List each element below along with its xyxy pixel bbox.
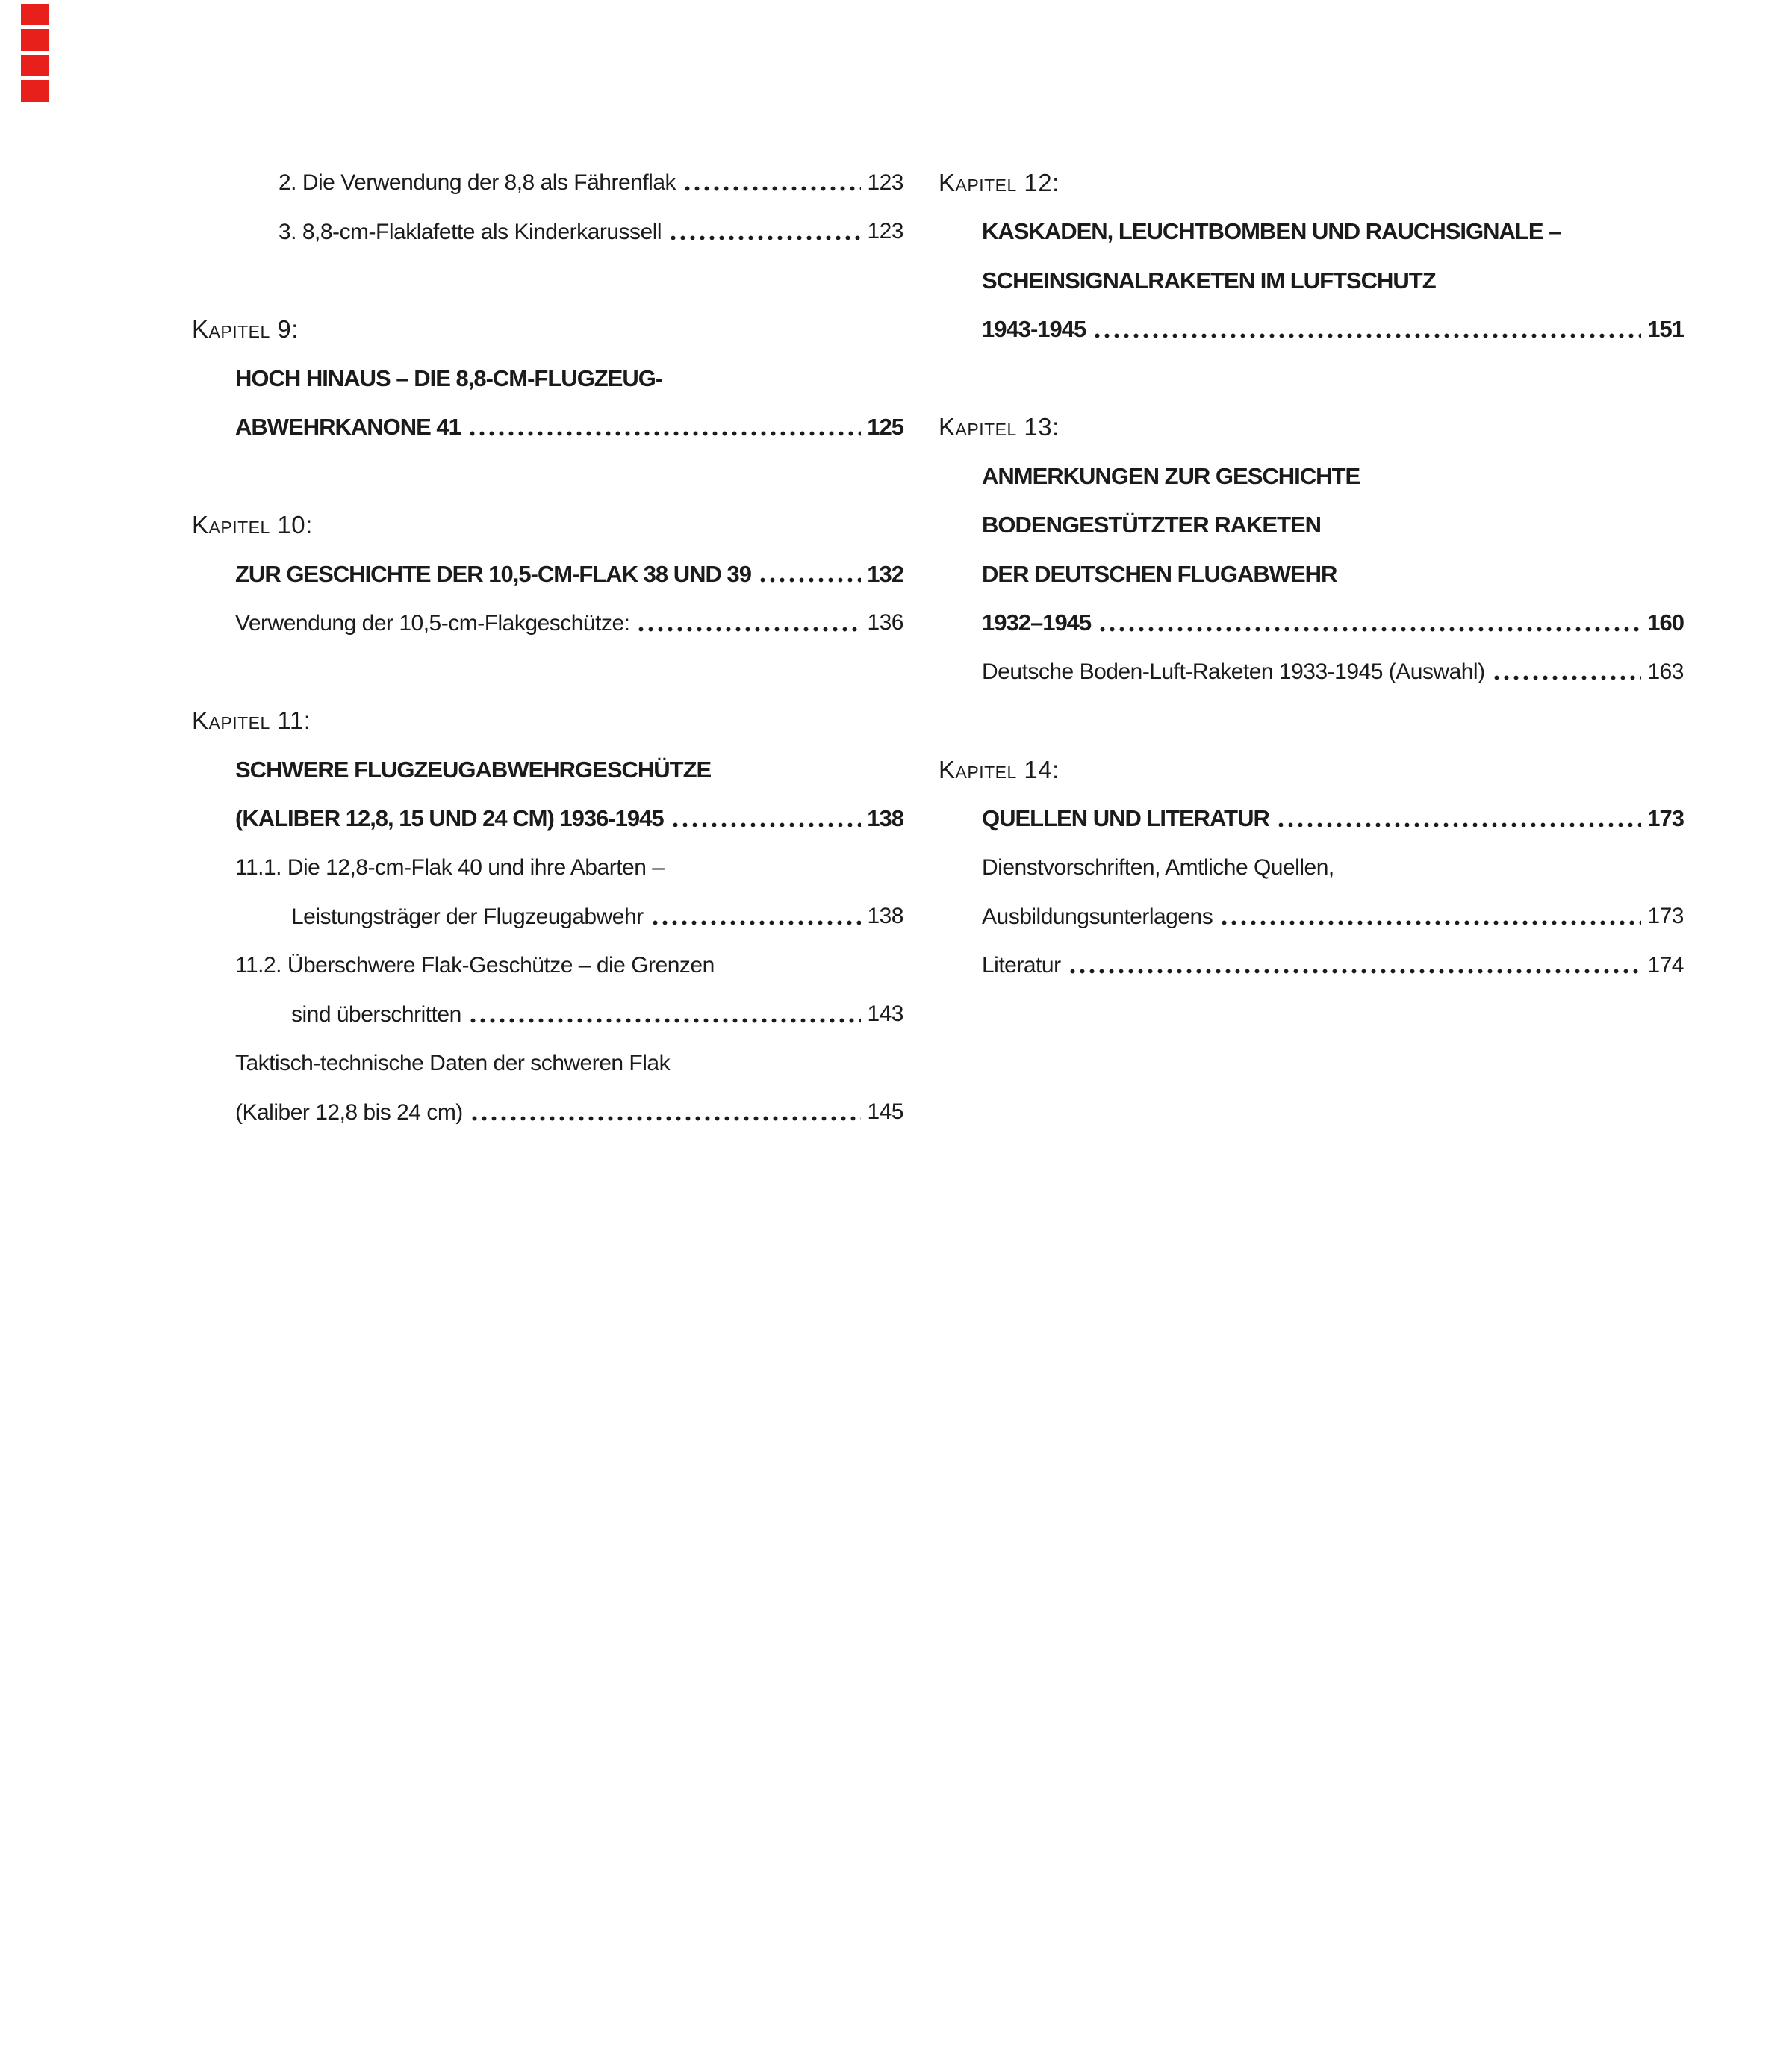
spacer-row (937, 697, 1684, 746)
chapter-label: Kapitel 9: (192, 315, 299, 344)
entry-title: ZUR GESCHICHTE DER 10,5-CM-FLAK 38 UND 39 (235, 560, 752, 587)
dot-leader (760, 577, 861, 583)
dot-leader (1222, 920, 1641, 925)
red-scan-mark-block (21, 55, 49, 76)
entry-title: (KALIBER 12,8, 15 UND 24 CM) 1936-1945 (235, 805, 664, 832)
entry-title: KASKADEN, LEUCHTBOMBEN UND RAUCHSIGNALE – (982, 218, 1561, 245)
page-number: 125 (867, 414, 903, 441)
entry-title: Deutsche Boden-Luft-Raketen 1933-1945 (Auswahl) (982, 659, 1485, 685)
dot-leader (470, 431, 861, 436)
entry-title: SCHWERE FLUGZEUGABWEHRGESCHÜTZE (235, 756, 712, 783)
entry-title: ANMERKUNGEN ZUR GESCHICHTE (982, 462, 1360, 489)
toc-entry-row (190, 795, 903, 844)
entry-title: Verwendung der 10,5-cm-Flakgeschütze: (235, 610, 630, 636)
dot-leader (472, 1116, 862, 1121)
chapter-label-row (937, 745, 1684, 795)
toc-entry-row (190, 941, 903, 990)
toc-entry-row (190, 1039, 903, 1088)
toc-entry-row (937, 501, 1684, 550)
toc-left-column (190, 158, 903, 1137)
toc-entry-row (937, 599, 1684, 648)
page-number: 123 (867, 170, 903, 195)
entry-title: QUELLEN UND LITERATUR (982, 805, 1269, 832)
toc-entry-row (937, 648, 1684, 697)
page-number: 145 (867, 1099, 903, 1125)
chapter-label: Kapitel 12: (939, 168, 1060, 196)
toc-entry-row (937, 452, 1684, 501)
entry-title: DER DEUTSCHEN FLUGABWEHR (982, 560, 1337, 587)
page-number: 173 (1647, 805, 1684, 832)
toc-entry-row (190, 550, 903, 599)
entry-title: Ausbildungsunterlagens (982, 904, 1213, 929)
dot-leader (653, 920, 862, 925)
page-number: 136 (867, 610, 903, 636)
spacer-row (190, 256, 903, 305)
entry-title: Literatur (982, 953, 1061, 978)
chapter-label: Kapitel 10: (192, 511, 313, 539)
entry-title: sind überschritten (291, 1002, 461, 1027)
dot-leader (1278, 822, 1641, 827)
red-scan-mark-block (21, 4, 49, 25)
entry-title: 11.1. Die 12,8-cm-Flak 40 und ihre Abarten – (235, 855, 665, 881)
toc-entry-row (190, 843, 903, 892)
page-number: 163 (1647, 659, 1684, 684)
entry-title: 2. Die Verwendung der 8,8 als Fährenflak (279, 170, 676, 196)
spacer-row (190, 648, 903, 697)
chapter-label-row (190, 501, 903, 550)
entry-title: 1943-1945 (982, 316, 1086, 343)
dot-leader (685, 186, 861, 191)
dot-leader (1100, 627, 1641, 632)
toc-entry-row (937, 550, 1684, 599)
dot-leader (638, 627, 861, 632)
entry-title: ABWEHRKANONE 41 (235, 414, 461, 441)
toc-entry-row (937, 256, 1684, 305)
toc-entry-row (190, 403, 903, 453)
chapter-label: Kapitel 13: (939, 413, 1060, 441)
toc-entry-row (937, 208, 1684, 257)
entry-title: Taktisch-technische Daten der schweren Flak (235, 1051, 671, 1076)
toc-entry-row (190, 208, 903, 257)
toc-entry-row (190, 1088, 903, 1137)
toc-entry-row (190, 354, 903, 403)
page-number: 151 (1647, 316, 1684, 343)
entry-title: Dienstvorschriften, Amtliche Quellen, (982, 855, 1334, 881)
page-number: 174 (1647, 952, 1684, 978)
page-number: 138 (867, 805, 903, 832)
page-number: 138 (867, 904, 903, 929)
dot-leader (1095, 333, 1641, 338)
dot-leader (1494, 675, 1642, 680)
page-number: 132 (867, 560, 903, 587)
page-number: 160 (1647, 609, 1684, 636)
chapter-label-row (937, 158, 1684, 208)
red-scan-mark-block (21, 80, 49, 102)
entry-title: 11.2. Überschwere Flak-Geschütze – die Grenzen (235, 953, 715, 978)
spacer-row (190, 452, 903, 501)
page-number: 143 (867, 1002, 903, 1027)
toc-entry-row (190, 892, 903, 942)
entry-title: SCHEINSIGNALRAKETEN IM LUFTSCHUTZ (982, 267, 1436, 294)
entry-title: (Kaliber 12,8 bis 24 cm) (235, 1099, 463, 1125)
dot-leader (671, 235, 861, 240)
toc-entry-row (937, 941, 1684, 990)
chapter-label: Kapitel 14: (939, 755, 1060, 783)
toc-entry-row (190, 158, 903, 208)
dot-leader (470, 1018, 862, 1023)
entry-title: 1932–1945 (982, 609, 1092, 636)
chapter-label-row (937, 403, 1684, 453)
toc-entry-row (190, 599, 903, 648)
chapter-label-row (190, 697, 903, 746)
dot-leader (673, 822, 862, 827)
toc-entry-row (937, 843, 1684, 892)
toc-right-column (937, 158, 1684, 990)
chapter-label: Kapitel 11: (192, 707, 311, 735)
spacer-row (937, 354, 1684, 403)
page-number: 173 (1647, 904, 1684, 929)
toc-entry-row (937, 892, 1684, 942)
entry-title: Leistungsträger der Flugzeugabwehr (291, 904, 644, 929)
red-scan-marks (21, 4, 49, 105)
entry-title: BODENGESTÜTZTER RAKETEN (982, 512, 1322, 538)
toc-entry-row (937, 305, 1684, 355)
toc-entry-row (190, 745, 903, 795)
dot-leader (1070, 969, 1642, 974)
page-number: 123 (867, 219, 903, 244)
entry-title: 3. 8,8-cm-Flaklafette als Kinderkarussell (279, 219, 662, 244)
chapter-label-row (190, 305, 903, 355)
entry-title: HOCH HINAUS – DIE 8,8-CM-FLUGZEUG- (235, 364, 663, 391)
red-scan-mark-block (21, 29, 49, 51)
toc-entry-row (937, 795, 1684, 844)
toc-entry-row (190, 990, 903, 1040)
